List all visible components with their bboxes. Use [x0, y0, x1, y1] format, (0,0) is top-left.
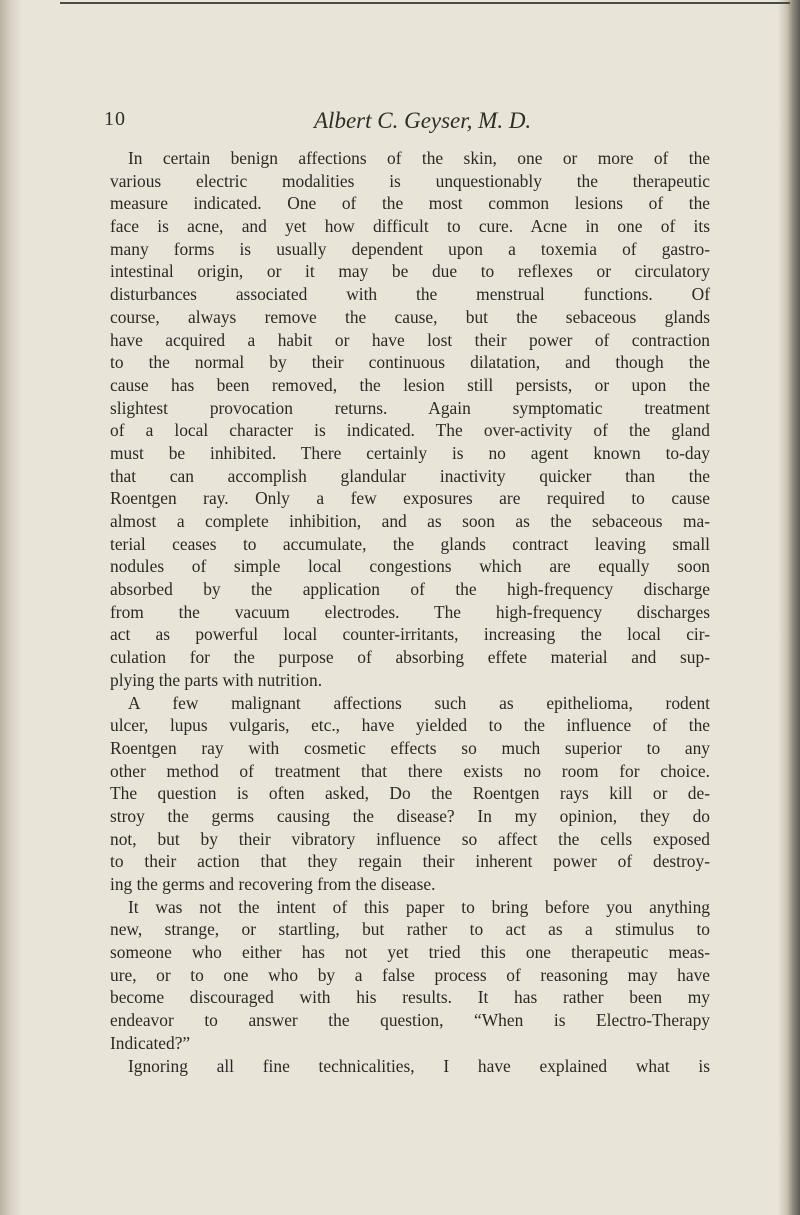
page-binding-shadow [0, 0, 22, 1215]
page-top-edge [60, 2, 790, 4]
text-line: become discouraged with his results. It has rather been my [110, 987, 710, 1008]
text-line: act as powerful local counter-irritants, increasing the local cir- [110, 624, 710, 645]
text-line: It was not the intent of this paper to bring before you anything [128, 896, 710, 917]
page-number: 10 [104, 108, 126, 130]
page-header [0, 108, 800, 138]
text-line: to the normal by their continuous dilatation, and though the [110, 352, 710, 373]
page-edge-stripe [778, 0, 800, 1215]
text-line: to their action that they regain their inherent power of destroy- [110, 851, 710, 872]
text-line: new, strange, or startling, but rather to act as a stimulus to [110, 919, 710, 940]
body-text [110, 147, 710, 1077]
text-line: slightest provocation returns. Again symptomatic treatment [110, 397, 710, 418]
text-line: nodules of simple local congestions which are equally soon [110, 556, 710, 577]
text-line: culation for the purpose of absorbing effete material and sup- [110, 647, 710, 668]
running-head: Albert C. Geyser, M. D. [314, 108, 532, 133]
text-line: measure indicated. One of the most common lesions of the [110, 193, 710, 214]
text-line: have acquired a habit or have lost their power of contraction [110, 329, 710, 350]
text-line: In certain benign affections of the skin, one or more of the [128, 148, 710, 168]
text-line: that can accomplish glandular inactivity quicker than the [110, 465, 710, 486]
text-line: A few malignant affections such as epithelioma, rodent [128, 692, 710, 713]
text-line: Roentgen ray with cosmetic effects so much superior to any [110, 737, 710, 758]
text-line: cause has been removed, the lesion still persists, or upon the [110, 374, 710, 395]
text-line: ing the germs and recovering from the disease. [110, 874, 436, 894]
text-line: Ignoring all fine technicalities, I have explained what is [128, 1055, 710, 1076]
text-line: terial ceases to accumulate, the glands contract leaving small [110, 533, 710, 554]
text-line: disturbances associated with the menstrual functions. Of [110, 284, 710, 305]
text-line: plying the parts with nutrition. [110, 669, 323, 690]
text-line: The question is often asked, Do the Roentgen rays kill or de- [110, 783, 710, 804]
text-line: ulcer, lupus vulgaris, etc., have yielded to the influence of the [110, 715, 710, 736]
text-line: stroy the germs causing the disease? In my opinion, they do [110, 805, 710, 826]
text-line: must be inhibited. There certainly is no agent known to-day [110, 442, 710, 463]
text-line: ure, or to one who by a false process of reasoning may have [110, 964, 710, 985]
text-line: intestinal origin, or it may be due to reflexes or circulatory [110, 261, 710, 282]
text-line: almost a complete inhibition, and as soon as the sebaceous ma- [110, 511, 710, 531]
text-line: various electric modalities is unquestionably the therapeutic [110, 170, 710, 191]
text-line: absorbed by the application of the high-frequency discharge [110, 579, 710, 600]
text-line: Roentgen ray. Only a few exposures are required to cause [110, 488, 710, 509]
text-line: not, but by their vibratory influence so affect the cells exposed [110, 828, 710, 849]
text-line: course, always remove the cause, but the sebaceous glands [110, 306, 710, 327]
text-line: someone who either has not yet tried this one therapeutic meas- [110, 942, 710, 963]
text-line: many forms is usually dependent upon a toxemia of gastro- [110, 238, 710, 259]
text-line: of a local character is indicated. The over-activity of the gland [110, 420, 710, 441]
text-line: face is acne, and yet how difficult to cure. Acne in one of its [110, 216, 710, 237]
text-line: other method of treatment that there exists no room for choice. [110, 760, 710, 781]
text-line: endeavor to answer the question, “When is Electro-Therapy [110, 1010, 710, 1031]
text-line: from the vacuum electrodes. The high-frequency discharges [110, 601, 710, 622]
text-line: Indicated?” [110, 1032, 191, 1053]
